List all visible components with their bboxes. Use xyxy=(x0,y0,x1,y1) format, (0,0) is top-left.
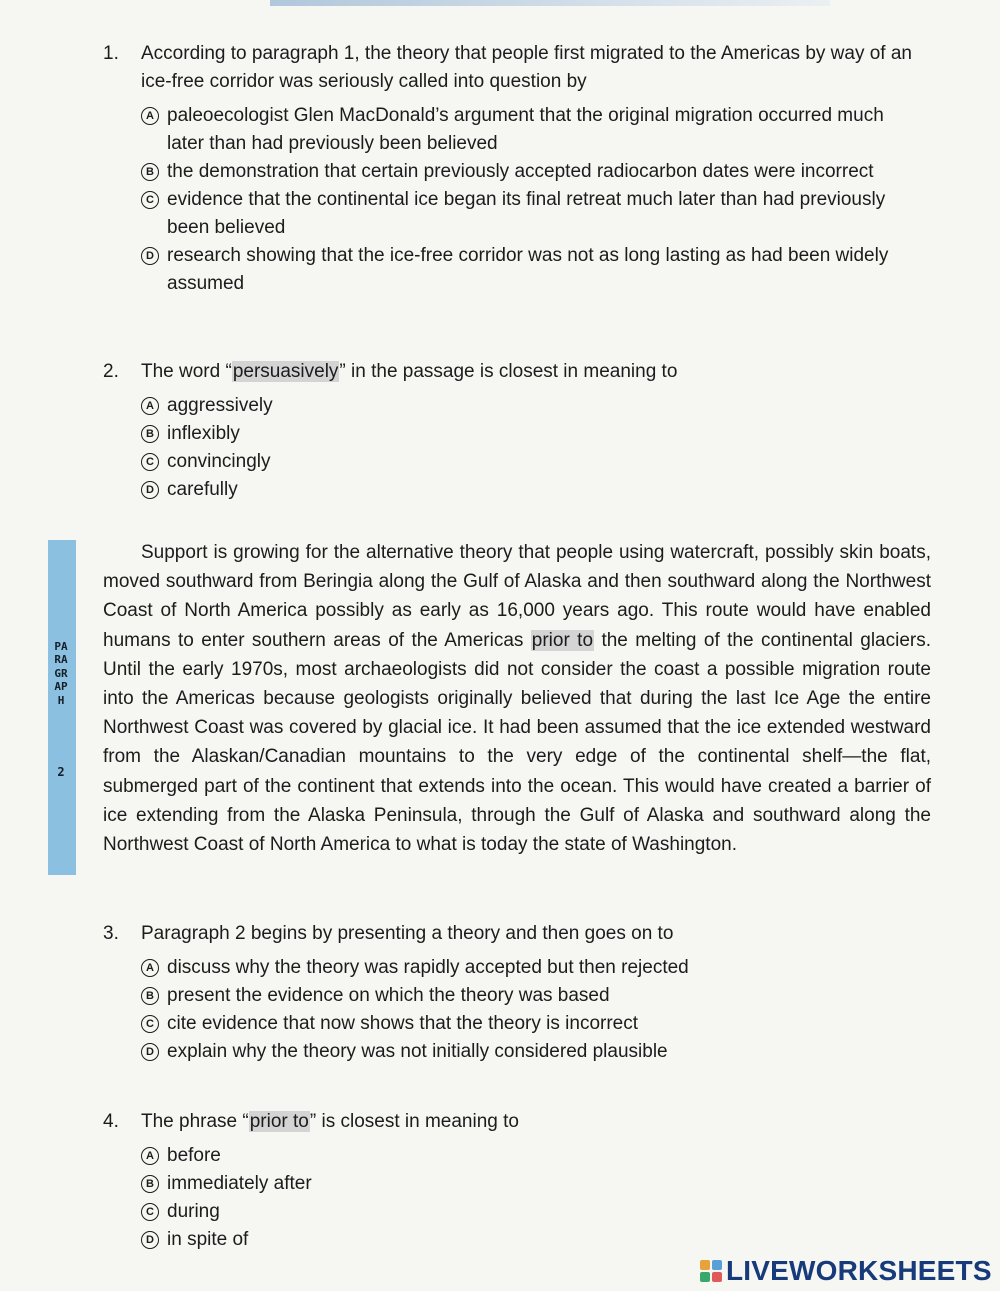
question-stem: According to paragraph 1, the theory that people first migrated to the Americas by way of an ice-free corridor was seriously called into question by xyxy=(141,43,912,92)
highlighted-word: prior to xyxy=(249,1111,309,1132)
option-a[interactable] xyxy=(141,102,913,158)
question-stem xyxy=(141,1108,913,1136)
option-circle-icon[interactable]: A xyxy=(141,107,159,125)
option-text: research showing that the ice-free corridor was not as long lasting as had been widely assumed xyxy=(167,245,889,294)
stem-text: The word “ xyxy=(141,361,232,382)
question-number: 3. xyxy=(103,923,119,944)
option-circle-icon[interactable]: D xyxy=(141,481,159,499)
option-b[interactable] xyxy=(141,420,913,448)
answer-options xyxy=(141,954,913,1066)
option-c[interactable] xyxy=(141,1198,913,1226)
passage-paragraph-2 xyxy=(103,538,931,859)
option-circle-icon[interactable]: C xyxy=(141,453,159,471)
stem-text: The phrase “ xyxy=(141,1111,249,1132)
paragraph-number: 2 xyxy=(57,765,65,779)
option-text: discuss why the theory was rapidly accepted but then rejected xyxy=(167,957,689,978)
option-text: explain why the theory was not initially considered plausible xyxy=(167,1041,668,1062)
option-text: present the evidence on which the theory was based xyxy=(167,985,610,1006)
option-c[interactable] xyxy=(141,448,913,476)
answer-options xyxy=(141,392,913,504)
stem-text: ” is closest in meaning to xyxy=(309,1111,519,1132)
option-d[interactable] xyxy=(141,476,913,504)
option-text: in spite of xyxy=(167,1229,249,1250)
option-circle-icon[interactable]: B xyxy=(141,163,159,181)
question-1 xyxy=(103,40,913,298)
option-circle-icon[interactable]: B xyxy=(141,425,159,443)
question-number: 4. xyxy=(103,1111,119,1132)
option-text: aggressively xyxy=(167,395,273,416)
option-circle-icon[interactable]: D xyxy=(141,1231,159,1249)
option-text: carefully xyxy=(167,479,238,500)
option-c[interactable] xyxy=(141,1010,913,1038)
logo-text: LIVEWORKSHEETS xyxy=(726,1255,992,1286)
option-a[interactable] xyxy=(141,1142,913,1170)
answer-options xyxy=(141,1142,913,1254)
question-3 xyxy=(103,920,913,1066)
logo-grid-icon xyxy=(700,1260,722,1282)
logo-square xyxy=(700,1272,710,1282)
option-text: immediately after xyxy=(167,1173,312,1194)
option-a[interactable] xyxy=(141,392,913,420)
option-d[interactable] xyxy=(141,1038,913,1066)
option-d[interactable] xyxy=(141,1226,913,1254)
option-a[interactable] xyxy=(141,954,913,982)
question-4 xyxy=(103,1108,913,1254)
option-circle-icon[interactable]: B xyxy=(141,987,159,1005)
question-number: 1. xyxy=(103,43,119,64)
option-text: during xyxy=(167,1201,220,1222)
question-2 xyxy=(103,358,913,504)
paragraph-label: PARAGRAPH xyxy=(54,640,68,707)
top-edge-line xyxy=(270,0,830,6)
option-text: paleoecologist Glen MacDonald’s argument that the original migration occurred much later than had previously been believed xyxy=(167,105,884,154)
option-circle-icon[interactable]: A xyxy=(141,397,159,415)
paragraph-sidebar xyxy=(48,540,76,875)
option-circle-icon[interactable]: A xyxy=(141,1147,159,1165)
option-circle-icon[interactable]: A xyxy=(141,959,159,977)
option-text: inflexibly xyxy=(167,423,240,444)
option-b[interactable] xyxy=(141,158,913,186)
stem-text: ” in the passage is closest in meaning to xyxy=(339,361,678,382)
option-circle-icon[interactable]: C xyxy=(141,1203,159,1221)
option-b[interactable] xyxy=(141,1170,913,1198)
highlighted-word: persuasively xyxy=(232,361,339,382)
question-stem: Paragraph 2 begins by presenting a theory and then goes on to xyxy=(141,923,674,944)
question-number: 2. xyxy=(103,361,119,382)
question-stem xyxy=(141,358,913,386)
logo-square xyxy=(712,1260,722,1270)
option-circle-icon[interactable]: D xyxy=(141,1043,159,1061)
option-text: the demonstration that certain previously accepted radiocarbon dates were incorrect xyxy=(167,161,874,182)
option-c[interactable] xyxy=(141,186,913,242)
option-circle-icon[interactable]: D xyxy=(141,247,159,265)
option-text: evidence that the continental ice began its final retreat much later than had previously been believed xyxy=(167,189,886,238)
option-text: convincingly xyxy=(167,451,271,472)
logo-square xyxy=(700,1260,710,1270)
highlighted-phrase: prior to xyxy=(531,629,594,651)
passage-text: the melting of the continental glaciers. Until the early 1970s, most archaeologists did not consider the coast a possible migration route into the Americas because geologists originally believed that during the last Ice Age the entire Northwest Coast was covered by glacial ice. It had been assumed that the ice extended westward from the Alaskan/Canadian mountains to the very edge of the continental shelf—the flat, submerged part of the continent that extends into the ocean. This would have created a barrier of ice extending from the Alaska Peninsula, through the Gulf of Alaska and southward along the Northwest Coast of North America to what is today the state of Washington. xyxy=(103,629,931,856)
liveworksheets-logo xyxy=(700,1256,992,1286)
logo-square xyxy=(712,1272,722,1282)
option-circle-icon[interactable]: B xyxy=(141,1175,159,1193)
option-circle-icon[interactable]: C xyxy=(141,1015,159,1033)
option-b[interactable] xyxy=(141,982,913,1010)
option-text: cite evidence that now shows that the theory is incorrect xyxy=(167,1013,639,1034)
option-text: before xyxy=(167,1145,221,1166)
option-d[interactable] xyxy=(141,242,913,298)
passage-text: Support is growing for the alternative theory that people using watercraft, possibly skin boats, moved southward from Beringia along the Gulf of Alaska and then southward along the Northwest Coast of North America possibly as early as 16,000 years ago. This route would have enabled humans to enter southern areas of the Americas xyxy=(103,542,931,651)
option-circle-icon[interactable]: C xyxy=(141,191,159,209)
answer-options xyxy=(141,102,913,298)
